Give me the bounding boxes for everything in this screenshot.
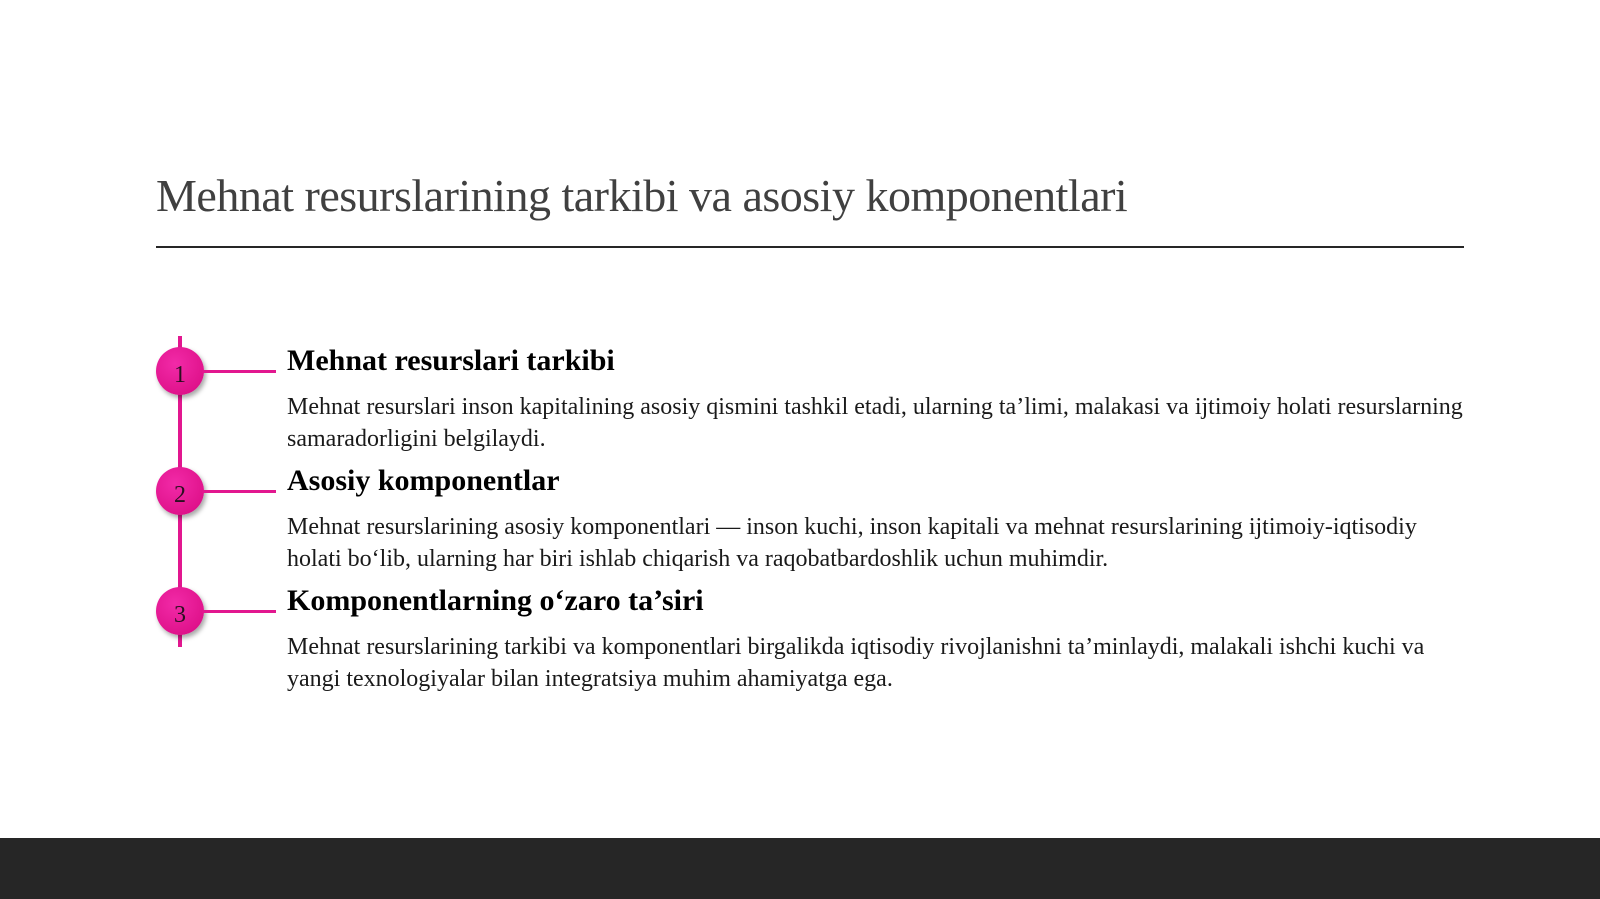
timeline-item-3-body: Mehnat resurslarining tarkibi va komponentlari birgalikda iqtisodiy rivojlanishni ta’minlaydi, malakali ishchi kuchi va yangi texnologiyalar bilan integratsiya muhim ahamiyatga ega. bbox=[287, 634, 1425, 692]
timeline-item-2-heading: Asosiy komponentlar bbox=[287, 464, 560, 497]
timeline-marker-2: 2 bbox=[156, 467, 204, 515]
timeline-item-1-body: Mehnat resurslari inson kapitalining asosiy qismini tashkil etadi, ularning ta’limi, malakasi va ijtimoiy holati resurslarning samaradorligini belgilaydi. bbox=[287, 394, 1463, 452]
timeline-connector-3 bbox=[202, 610, 276, 613]
timeline-connector-1 bbox=[202, 370, 276, 373]
timeline-marker-3: 3 bbox=[156, 587, 204, 635]
timeline-item-3-heading: Komponentlarning o‘zaro ta’siri bbox=[287, 584, 704, 617]
timeline-item-1-heading: Mehnat resurslari tarkibi bbox=[287, 344, 615, 377]
timeline-connector-2 bbox=[202, 490, 276, 493]
timeline-marker-1: 1 bbox=[156, 347, 204, 395]
timeline-item-2-body: Mehnat resurslarining asosiy komponentlari — inson kuchi, inson kapitali va mehnat resurslarining ijtimoiy-iqtisodiy holati bo‘lib, ularning har biri ishlab chiqarish va raqobatbardoshlik uchun muhimdir. bbox=[287, 514, 1417, 572]
title-divider bbox=[156, 246, 1464, 248]
footer-bar bbox=[0, 838, 1600, 899]
slide-title: Mehnat resurslarining tarkibi va asosiy komponentlari bbox=[156, 170, 1128, 221]
